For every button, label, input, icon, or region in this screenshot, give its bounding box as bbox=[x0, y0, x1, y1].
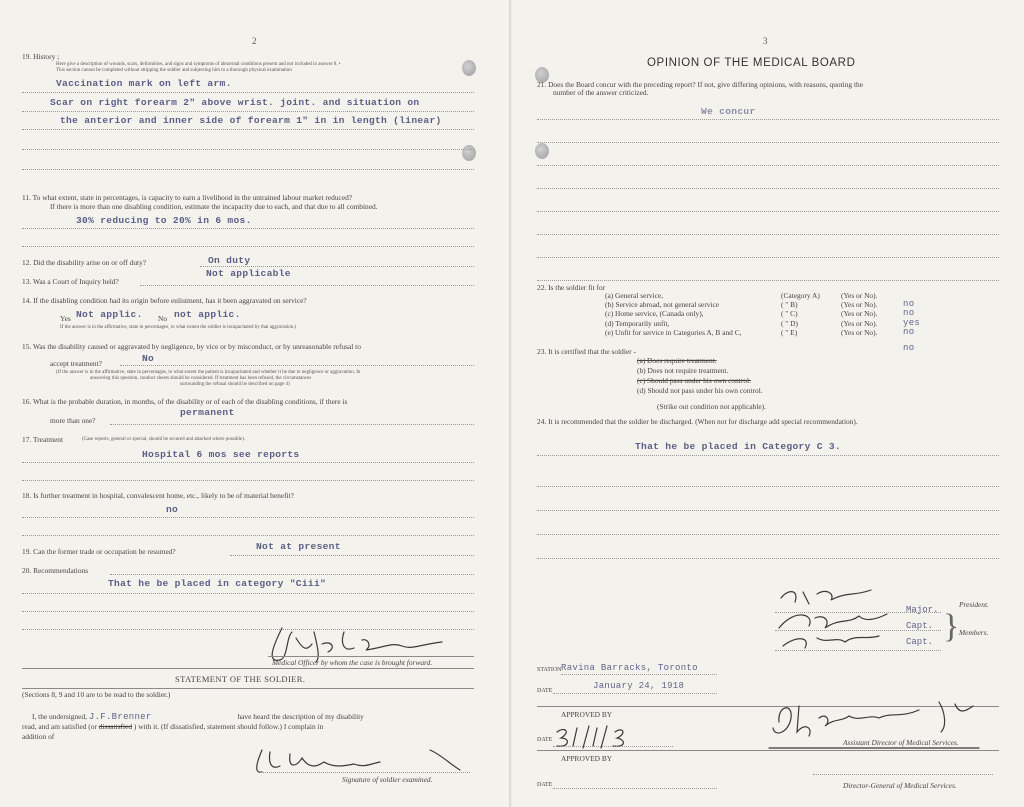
dotted-line bbox=[260, 772, 470, 773]
q22-option-label: (d) Temporarily unfit, bbox=[605, 318, 670, 328]
q22-extra-answer: no bbox=[903, 343, 915, 353]
q15-note: answering this question, conduct sheets should be considered. If treatment has been refused, the circumstances bbox=[90, 376, 312, 381]
q21-text: 21. Does the Board concur with the preceding report? If not, give differing opinions, with reasons, quoting the bbox=[537, 80, 863, 89]
dotted-line bbox=[22, 535, 474, 536]
q24-text: 24. It is recommended that the soldier be discharged. (When not for discharge add special recommendation). bbox=[537, 417, 858, 426]
dotted-line bbox=[775, 630, 941, 631]
page-title: OPINION OF THE MEDICAL BOARD bbox=[647, 57, 856, 69]
q23-option-b: (b) Does not require treatment. bbox=[637, 366, 729, 375]
dotted-line bbox=[553, 788, 717, 789]
q11-answer: 30% reducing to 20% in 6 mos. bbox=[76, 215, 252, 226]
president-label: President. bbox=[959, 600, 989, 609]
q22-text: 22. Is the soldier fit for bbox=[537, 283, 606, 292]
q16-text: more than one? bbox=[50, 416, 96, 425]
dotted-line bbox=[22, 593, 474, 594]
q21-answer: We concur bbox=[701, 106, 756, 117]
q18-answer: no bbox=[166, 504, 179, 515]
q22-option-category: ( " B) bbox=[781, 300, 798, 310]
q22-option-category: (Category A) bbox=[781, 291, 820, 300]
q16-answer: permanent bbox=[180, 407, 235, 418]
dotted-line bbox=[553, 693, 717, 694]
date-value: January 24, 1918 bbox=[593, 681, 685, 691]
dotted-line bbox=[22, 129, 474, 130]
q22-option-label: (a) General service, bbox=[605, 291, 664, 300]
struck-dissatisfied: dissatisfied bbox=[98, 722, 133, 731]
statement-text bbox=[32, 712, 364, 722]
dotted-line bbox=[537, 534, 999, 535]
date-label: DATE bbox=[537, 737, 553, 743]
dotted-line bbox=[230, 555, 474, 556]
station-label: STATION bbox=[537, 667, 562, 673]
dotted-line bbox=[537, 486, 999, 487]
dotted-line bbox=[537, 211, 999, 212]
q17-note: (Case reports, general or special, should be secured and attached where possible). bbox=[82, 437, 245, 442]
q12-text: 12. Did the disability arise on or off duty? bbox=[22, 258, 147, 267]
station-value: Ravina Barracks, Toronto bbox=[561, 663, 698, 673]
dotted-line bbox=[537, 165, 999, 166]
rule bbox=[22, 688, 474, 689]
q19b-text: 19. Can the former trade or occupation be resumed? bbox=[22, 547, 176, 556]
dotted-line bbox=[22, 111, 474, 112]
dotted-line bbox=[200, 266, 474, 267]
q17-text: 17. Treatment bbox=[22, 435, 64, 444]
board-rank-capt: Capt. bbox=[906, 621, 934, 631]
dotted-line bbox=[22, 462, 474, 463]
dotted-line bbox=[22, 92, 474, 93]
punch-hole bbox=[535, 143, 549, 159]
q23-option-c: (c) Should pass under his own control. bbox=[637, 376, 751, 385]
dotted-line bbox=[140, 285, 474, 286]
q24-answer: That he be placed in Category C 3. bbox=[635, 441, 841, 452]
q15-answer: No bbox=[142, 353, 155, 364]
page-number: 3 bbox=[763, 36, 768, 46]
dotted-line bbox=[537, 119, 999, 120]
q13-text: 13. Was a Court of Inquiry held? bbox=[22, 277, 119, 286]
dotted-line bbox=[22, 169, 474, 170]
history-line: Vaccination mark on left arm. bbox=[56, 78, 232, 89]
q22-option-label: (e) Unfit for service in Categories A, B and C, bbox=[605, 327, 742, 337]
dotted-line bbox=[775, 612, 941, 613]
board-signatures bbox=[775, 584, 925, 656]
dotted-line bbox=[537, 280, 999, 281]
statement-text-d: ) with it. (If dissatisfied, statement should follow.) I complain in bbox=[133, 722, 324, 731]
dotted-line bbox=[22, 611, 474, 612]
rule bbox=[537, 750, 999, 751]
q15-note: (If the answer is in the affirmative, state in percentages, to what extent the patient is incapacitated and whether it be due to negligence or aggravation. In bbox=[56, 370, 361, 375]
q23-option-a: (a) Does require treatment. bbox=[637, 356, 717, 365]
q15-text: accept treatment? bbox=[50, 359, 102, 368]
dotted-line bbox=[110, 424, 474, 425]
q22-option-yes-no: (Yes or No). bbox=[841, 309, 878, 319]
q19b-answer: Not at present bbox=[256, 541, 341, 552]
q15-note: surrounding the refusal should be described on page 4) bbox=[180, 382, 290, 387]
dotted-line bbox=[110, 574, 474, 575]
dotted-line bbox=[22, 480, 474, 481]
q16-text: 16. What is the probable duration, in months, of the disability or of each of the disabling conditions, if there is bbox=[22, 397, 348, 406]
rule bbox=[22, 668, 474, 669]
q14-no-answer: not applic. bbox=[174, 309, 241, 320]
q22-option-category: ( " E) bbox=[781, 327, 798, 337]
q20-answer: That he be placed in category "Ciii" bbox=[108, 578, 327, 589]
members-bracket: } bbox=[943, 608, 960, 645]
q23-option-d: (d) Should not pass under his own control. bbox=[637, 386, 763, 395]
q22-option-yes-no: (Yes or No). bbox=[841, 300, 878, 310]
q19-instruction: Here give a description of wounds, scars, deformities, and signs and symptoms of abnormal conditions present and not included in answer 8. • bbox=[56, 62, 341, 67]
q23-text: 23. It is certified that the soldier - bbox=[537, 347, 636, 356]
q14-text: 14. If the disabling condition had its origin before enlistment, has it been aggravated on service? bbox=[22, 296, 307, 305]
q22-option-answer: no bbox=[903, 308, 915, 319]
statement-text-c: read, and am satisfied (or bbox=[22, 722, 97, 731]
date-label: DATE bbox=[537, 688, 553, 694]
q23-strike-note: (Strike out condition not applicable). bbox=[657, 402, 766, 411]
dotted-line bbox=[537, 558, 999, 559]
q13-answer: Not applicable bbox=[206, 268, 291, 279]
statement-text-a: I, the undersigned, bbox=[32, 712, 88, 721]
q22-option-yes-no: (Yes or No). bbox=[841, 327, 878, 337]
history-line: Scar on right forearm 2" above wrist. joint. and situation on bbox=[50, 97, 420, 108]
dotted-line bbox=[537, 257, 999, 258]
dotted-line bbox=[561, 674, 717, 675]
q22-option-answer: no bbox=[903, 299, 915, 310]
dotted-line bbox=[537, 188, 999, 189]
dotted-line bbox=[775, 650, 941, 651]
q11-text: If there is more than one disabling condition, estimate the incapacity due to each, and that due to all combined. bbox=[50, 202, 378, 211]
medical-officer-caption: Medical Officer by whom the case is brought forward. bbox=[272, 658, 433, 667]
dotted-line bbox=[537, 142, 999, 143]
statement-text: addition of bbox=[22, 732, 55, 741]
statement-title: STATEMENT OF THE SOLDIER. bbox=[175, 674, 306, 684]
dotted-line bbox=[120, 365, 474, 366]
right-page bbox=[513, 0, 1024, 807]
dotted-line bbox=[553, 746, 673, 747]
punch-hole bbox=[462, 60, 476, 76]
q14-yes-answer: Not applic. bbox=[76, 309, 143, 320]
q21-text: number of the answer criticized. bbox=[553, 88, 649, 97]
page-number: 2 bbox=[252, 36, 257, 46]
signature-line bbox=[268, 656, 474, 657]
dotted-line bbox=[22, 228, 474, 229]
left-page bbox=[0, 0, 511, 807]
q18-text: 18. Is further treatment in hospital, convalescent home, etc., likely to be of material benefit? bbox=[22, 491, 294, 500]
adms-caption: Assistant Director of Medical Services. bbox=[843, 738, 959, 747]
q11-text: 11. To what extent, state in percentages, is capacity to earn a livelihood in the untrained labour market reduced? bbox=[22, 193, 353, 202]
q22-option-answer: yes bbox=[903, 317, 921, 328]
dotted-line bbox=[537, 455, 999, 456]
history-line: the anterior and inner side of forearm 1" in in length (linear) bbox=[60, 115, 442, 126]
dotted-line bbox=[537, 234, 999, 235]
statement-sections: (Sections 8, 9 and 10 are to be read to the soldier.) bbox=[22, 690, 171, 699]
q14-yes-label: Yes bbox=[60, 314, 71, 323]
q22-option-category: ( " D) bbox=[781, 318, 798, 328]
approved-by-label: APPROVED BY bbox=[561, 710, 613, 719]
q17-answer: Hospital 6 mos see reports bbox=[142, 449, 300, 460]
punch-hole bbox=[462, 145, 476, 161]
board-rank-major: Major. bbox=[906, 605, 939, 615]
board-rank-capt: Capt. bbox=[906, 637, 934, 647]
q14-note: If the answer is in the affirmative, state in percentages, to what extent the soldier is incapacitated by that aggravation.) bbox=[60, 325, 297, 330]
dotted-line bbox=[22, 149, 474, 150]
approved-by-label: APPROVED BY bbox=[561, 754, 613, 763]
dotted-line bbox=[537, 510, 999, 511]
date-label: DATE bbox=[537, 782, 553, 788]
soldier-signature-caption: Signature of soldier examined. bbox=[342, 775, 433, 784]
q15-text: 15. Was the disability caused or aggravated by negligence, by vice or by misconduct, or by unreasonable refusal to bbox=[22, 342, 361, 351]
statement-text bbox=[22, 722, 323, 731]
q14-no-label: No bbox=[158, 314, 168, 323]
q22-option-yes-no: (Yes or No). bbox=[841, 318, 878, 328]
members-label: Members. bbox=[959, 628, 989, 637]
q22-option-label: (c) Home service, (Canada only), bbox=[605, 309, 704, 319]
q20-text: 20. Recommendations bbox=[22, 566, 89, 575]
soldier-name: J.F.Brenner bbox=[88, 712, 152, 722]
dgms-caption: Director-General of Medical Services. bbox=[843, 781, 957, 790]
q19-instruction: This section cannot be completed without stripping the soldier and subjecting him to a thorough physical examination bbox=[56, 68, 292, 73]
q22-option-yes-no: (Yes or No). bbox=[841, 291, 878, 300]
q22-option-category: ( " C) bbox=[781, 309, 798, 319]
dotted-line bbox=[22, 246, 474, 247]
dotted-line bbox=[813, 774, 993, 775]
q22-option-answer: no bbox=[903, 326, 915, 337]
q19-history-label: 19. History ; bbox=[22, 52, 60, 61]
q22-option-label: (b) Service abroad, not general service bbox=[605, 300, 720, 310]
dotted-line bbox=[22, 517, 474, 518]
q12-answer: On duty bbox=[208, 255, 251, 266]
statement-text-b: have heard the description of my disability bbox=[237, 712, 364, 721]
